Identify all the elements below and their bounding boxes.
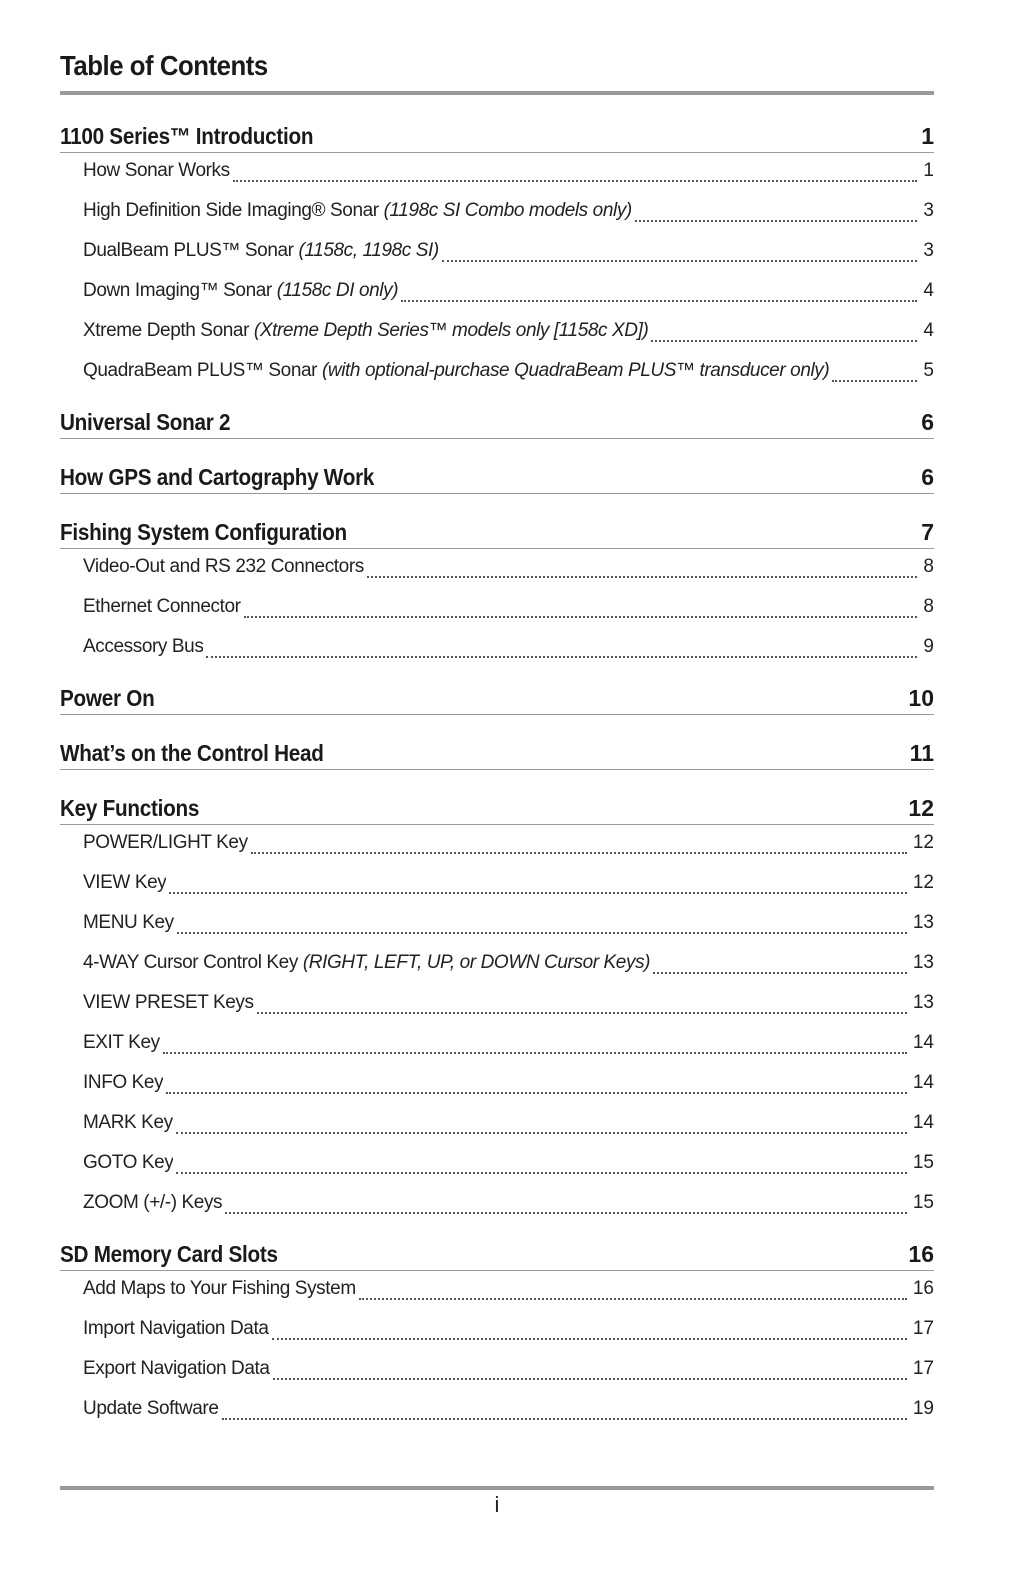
toc-entry[interactable]	[83, 1398, 934, 1426]
toc-entry-page: 13	[912, 912, 934, 933]
toc-section-title: Universal Sonar 2	[60, 409, 231, 435]
toc-section[interactable]	[60, 735, 934, 770]
leader-dots	[177, 931, 907, 934]
toc-entry[interactable]	[83, 1192, 934, 1220]
toc-entry-text: How Sonar Works	[83, 160, 230, 181]
leader-dots	[166, 1091, 907, 1094]
toc-section-title: What’s on the Control Head	[60, 740, 324, 766]
toc-entry-text: MENU Key	[83, 912, 174, 933]
toc-section-title: 1100 Series™ Introduction	[60, 123, 314, 149]
toc-entry-text: EXIT Key	[83, 1032, 160, 1053]
toc-entry-page: 4	[923, 320, 934, 341]
toc-entry-text: Accessory Bus	[83, 636, 204, 657]
toc-entry-text: INFO Key	[83, 1072, 164, 1093]
toc-entry-text: Ethernet Connector	[83, 596, 241, 617]
toc-entry-label	[83, 280, 398, 302]
toc-section[interactable]	[60, 404, 934, 439]
toc-entry[interactable]	[83, 280, 934, 308]
toc-section[interactable]	[60, 459, 934, 494]
leader-dots	[653, 971, 907, 974]
toc-section[interactable]	[60, 1236, 934, 1271]
toc-entry[interactable]	[83, 240, 934, 268]
toc-entry-page: 19	[912, 1398, 934, 1419]
toc-entry-text: VIEW Key	[83, 872, 167, 893]
toc-entry[interactable]	[83, 992, 934, 1020]
toc-entry-note: (with optional-purchase QuadraBeam PLUS™ transducer only)	[321, 360, 830, 381]
toc-entry[interactable]	[83, 912, 934, 940]
toc-entry-page: 13	[912, 952, 934, 973]
toc-entry[interactable]	[83, 320, 934, 348]
toc-entry-text: Down Imaging™ Sonar	[83, 280, 277, 301]
toc-entry-text: Import Navigation Data	[83, 1318, 269, 1339]
toc-entry-label	[83, 1112, 173, 1134]
toc-entry-note: (1158c, 1198c SI)	[298, 240, 439, 261]
toc-section-page: 7	[921, 519, 934, 545]
toc-section[interactable]	[60, 680, 934, 715]
toc-entry[interactable]	[83, 160, 934, 188]
toc-entry-label	[83, 240, 439, 262]
leader-dots	[176, 1171, 906, 1174]
toc-entry-label	[83, 160, 230, 182]
toc-entry-page: 14	[912, 1112, 934, 1133]
toc-entry[interactable]	[83, 832, 934, 860]
leader-dots	[163, 1051, 907, 1054]
toc-section-title: Fishing System Configuration	[60, 519, 347, 545]
toc-entry-text: MARK Key	[83, 1112, 173, 1133]
toc-section-title: SD Memory Card Slots	[60, 1241, 278, 1267]
leader-dots	[832, 379, 917, 382]
toc-entry-page: 12	[912, 872, 934, 893]
toc-entry-page: 15	[912, 1152, 934, 1173]
toc-entry-page: 12	[912, 832, 934, 853]
toc-section[interactable]	[60, 514, 934, 549]
toc-section-title: Key Functions	[60, 795, 200, 821]
toc-entry-label	[83, 636, 203, 658]
toc-section[interactable]	[60, 790, 934, 825]
toc-entry[interactable]	[83, 636, 934, 664]
toc-entry[interactable]	[83, 1152, 934, 1180]
toc-entry-note: (RIGHT, LEFT, UP, or DOWN Cursor Keys)	[302, 952, 651, 973]
page-number: i	[494, 1492, 500, 1517]
leader-dots	[251, 851, 907, 854]
toc-entry-page: 15	[912, 1192, 934, 1213]
toc-entry-text: QuadraBeam PLUS™ Sonar	[83, 360, 322, 381]
toc-section-page: 6	[921, 409, 934, 435]
toc-entry-text: GOTO Key	[83, 1152, 174, 1173]
toc-entry-page: 3	[923, 240, 934, 261]
toc-entry-text: ZOOM (+/-) Keys	[83, 1192, 223, 1213]
toc-entry[interactable]	[83, 1278, 934, 1306]
toc-entry-label	[83, 1398, 219, 1420]
leader-dots	[222, 1417, 907, 1420]
toc-entry[interactable]	[83, 200, 934, 228]
toc-entry-note: (Xtreme Depth Series™ models only [1158c XD])	[253, 320, 649, 341]
toc-entry-note: (1198c SI Combo models only)	[383, 200, 632, 221]
toc-entry-text: High Definition Side Imaging® Sonar	[83, 200, 384, 221]
toc-section-page: 12	[908, 795, 934, 821]
toc-entry[interactable]	[83, 1112, 934, 1140]
toc-entry-text: Update Software	[83, 1398, 219, 1419]
leader-dots	[635, 219, 918, 222]
toc-entry-page: 8	[923, 556, 934, 577]
toc-entry-page: 16	[912, 1278, 934, 1299]
toc-entry-label	[83, 1278, 356, 1300]
leader-dots	[272, 1337, 907, 1340]
toc-entry-page: 1	[923, 160, 934, 181]
leader-dots	[233, 179, 918, 182]
toc-entry-label	[83, 320, 648, 342]
toc-entry-page: 14	[912, 1072, 934, 1093]
toc-entry-note: (1158c DI only)	[276, 280, 399, 301]
toc-entry-label	[83, 832, 248, 854]
toc-entry-label	[83, 872, 166, 894]
toc-entry-page: 9	[923, 636, 934, 657]
toc-section-page: 11	[909, 740, 934, 766]
toc-entry-page: 13	[912, 992, 934, 1013]
toc-entry-text: POWER/LIGHT Key	[83, 832, 248, 853]
toc-entry-text: DualBeam PLUS™ Sonar	[83, 240, 299, 261]
toc-entry-label	[83, 360, 829, 382]
toc-entry[interactable]	[83, 1032, 934, 1060]
toc-entry-label	[83, 596, 241, 618]
leader-dots	[169, 891, 906, 894]
leader-dots	[176, 1131, 907, 1134]
toc-entry-label	[83, 1152, 173, 1174]
toc-section[interactable]	[60, 118, 934, 153]
toc-entry-label	[83, 912, 174, 934]
leader-dots	[442, 259, 918, 262]
toc-entry-label	[83, 556, 364, 578]
leader-dots	[401, 299, 917, 302]
toc-entry[interactable]	[83, 1072, 934, 1100]
toc-section-page: 16	[908, 1241, 934, 1267]
toc-entry[interactable]	[83, 596, 934, 624]
leader-dots	[273, 1377, 907, 1380]
toc-entry-page: 4	[923, 280, 934, 301]
leader-dots	[225, 1211, 907, 1214]
toc-entry-text: Xtreme Depth Sonar	[83, 320, 254, 341]
leader-dots	[367, 575, 918, 578]
toc-entry[interactable]	[83, 1358, 934, 1386]
toc-entry-page: 3	[923, 200, 934, 221]
leader-dots	[651, 339, 917, 342]
toc-entry-page: 8	[923, 596, 934, 617]
toc-entry-label	[83, 992, 254, 1014]
leader-dots	[257, 1011, 907, 1014]
toc-entry[interactable]	[83, 556, 934, 584]
toc-entry-label	[83, 1358, 270, 1380]
toc-entry-label	[83, 200, 632, 222]
toc-entry-text: Video-Out and RS 232 Connectors	[83, 556, 364, 577]
toc-entry-page: 17	[912, 1358, 934, 1379]
toc-entry-label	[83, 1192, 222, 1214]
toc-entry-label	[83, 1318, 269, 1340]
toc-section-page: 1	[921, 123, 934, 149]
toc-entry[interactable]	[83, 872, 934, 900]
toc-entry-text: 4-WAY Cursor Control Key	[83, 952, 303, 973]
leader-dots	[244, 615, 918, 618]
toc-section-page: 10	[908, 685, 934, 711]
toc-section-page: 6	[921, 464, 934, 490]
toc-entry-text: Add Maps to Your Fishing System	[83, 1278, 356, 1299]
toc-entry[interactable]	[83, 952, 934, 980]
leader-dots	[206, 655, 917, 658]
toc-entry-page: 5	[923, 360, 934, 381]
leader-dots	[359, 1297, 907, 1300]
toc-entry-page: 14	[912, 1032, 934, 1053]
title-rule	[60, 91, 934, 95]
toc-section-title: Power On	[60, 685, 155, 711]
toc-entry-label	[83, 1072, 163, 1094]
toc-entry-label	[83, 952, 650, 974]
toc-entry[interactable]	[83, 1318, 934, 1346]
toc-entry-label	[83, 1032, 160, 1054]
toc-entry[interactable]	[83, 360, 934, 388]
toc-section-title: How GPS and Cartography Work	[60, 464, 375, 490]
footer-rule	[60, 1486, 934, 1490]
page-title: Table of Contents	[60, 50, 268, 81]
toc-entry-page: 17	[912, 1318, 934, 1339]
toc-entry-text: Export Navigation Data	[83, 1358, 270, 1379]
toc-entry-text: VIEW PRESET Keys	[83, 992, 254, 1013]
